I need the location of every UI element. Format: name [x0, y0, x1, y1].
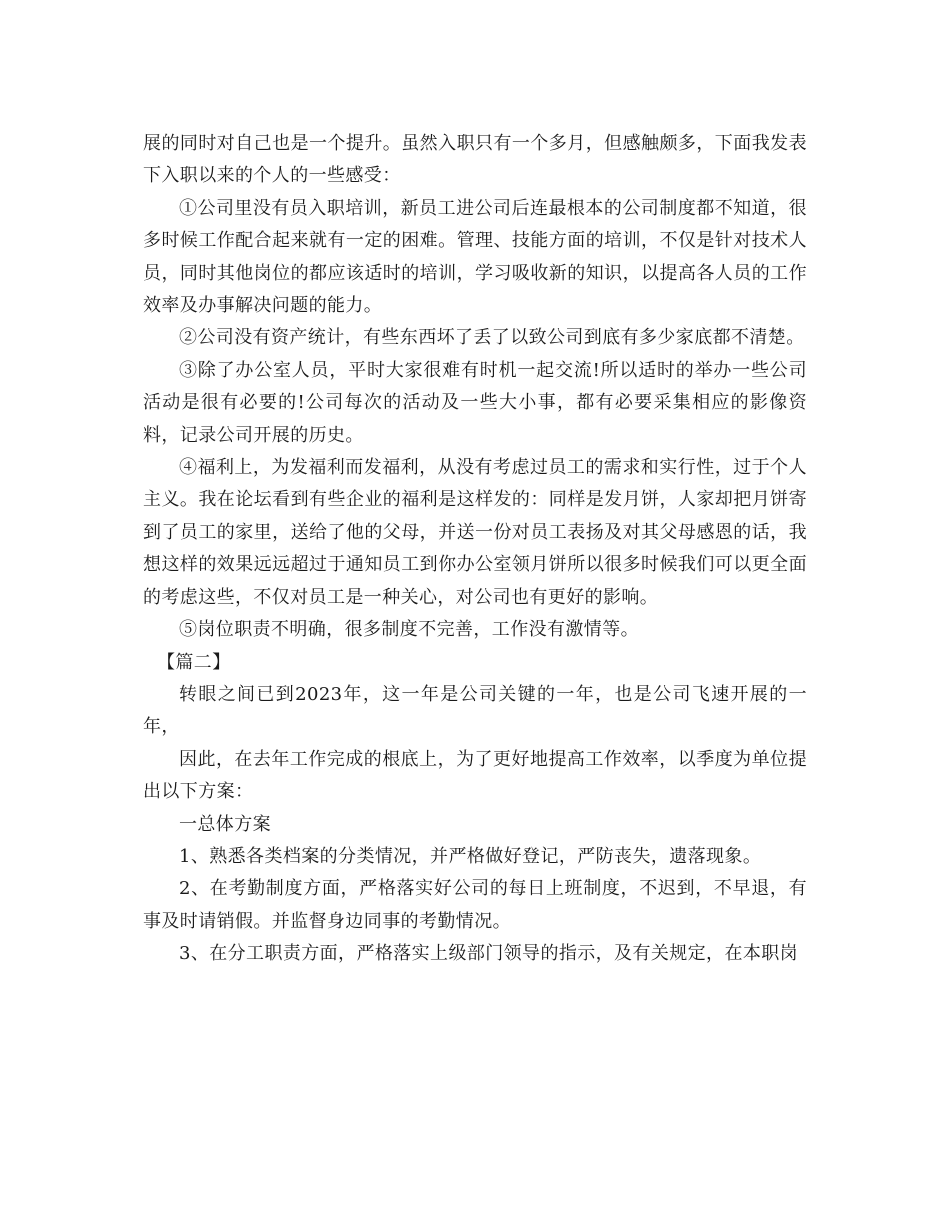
section-heading: 【篇二】 [157, 651, 231, 673]
paragraph-intro-continued: 展的同时对自己也是一个提升。虽然入职只有一个多月，但感触颇多，下面我发表下入职以来的个人的一些感受： [143, 133, 807, 187]
paragraph-point-3: ③除了办公室人员，平时大家很难有时机一起交流!所以适时的举办一些公司活动是很有必要的!公司每次的活动及一些大小事，都有必要采集相应的影像资料，记录公司开展的历史。 [143, 359, 807, 446]
paragraph-year-intro: 转眼之间已到2023年，这一年是公司关键的一年，也是公司飞速开展的一年， [143, 683, 807, 738]
paragraph-point-4: ④福利上，为发福利而发福利，从没有考虑过员工的需求和实行性，过于个人主义。我在论坛看到有些企业的福利是这样发的：同样是发月饼，人家却把月饼寄到了员工的家里，送给了他的父母，并送一份对员工表扬及对其父母感恩的话，我想这样的效果远远超过于通知员工到你办公室领月饼所以很多时候我们可以更全面的考虑这些，不仅对员工是一种关心，对公司也有更好的影响。 [143, 457, 807, 608]
paragraph-point-5: ⑤岗位职责不明确，很多制度不完善，工作没有激情等。 [179, 619, 639, 641]
subheading-overall-plan: 一总体方案 [179, 813, 271, 835]
plan-item-1: 1、熟悉各类档案的分类情况，并严格做好登记，严防丧失，遗落现象。 [179, 845, 762, 867]
plan-item-3: 3、在分工职责方面，严格落实上级部门领导的指示，及有关规定，在本职岗 [179, 943, 799, 965]
paragraph-point-2: ②公司没有资产统计，有些东西坏了丢了以致公司到底有多少家底都不清楚。 [179, 327, 805, 349]
paragraph-plan-intro: 因此，在去年工作完成的根底上，为了更好地提高工作效率，以季度为单位提出以下方案： [143, 748, 807, 803]
document-body [143, 128, 807, 971]
plan-item-2: 2、在考勤制度方面，严格落实好公司的每日上班制度，不迟到，不早退，有事及时请销假。并监督身边同事的考勤情况。 [143, 878, 807, 932]
paragraph-point-1: ①公司里没有员入职培训，新员工进公司后连最根本的公司制度都不知道，很多时候工作配合起来就有一定的困难。管理、技能方面的培训，不仅是针对技术人员，同时其他岗位的都应该适时的培训，学习吸收新的知识，以提高各人员的工作效率及办事解决问题的能力。 [143, 197, 807, 317]
